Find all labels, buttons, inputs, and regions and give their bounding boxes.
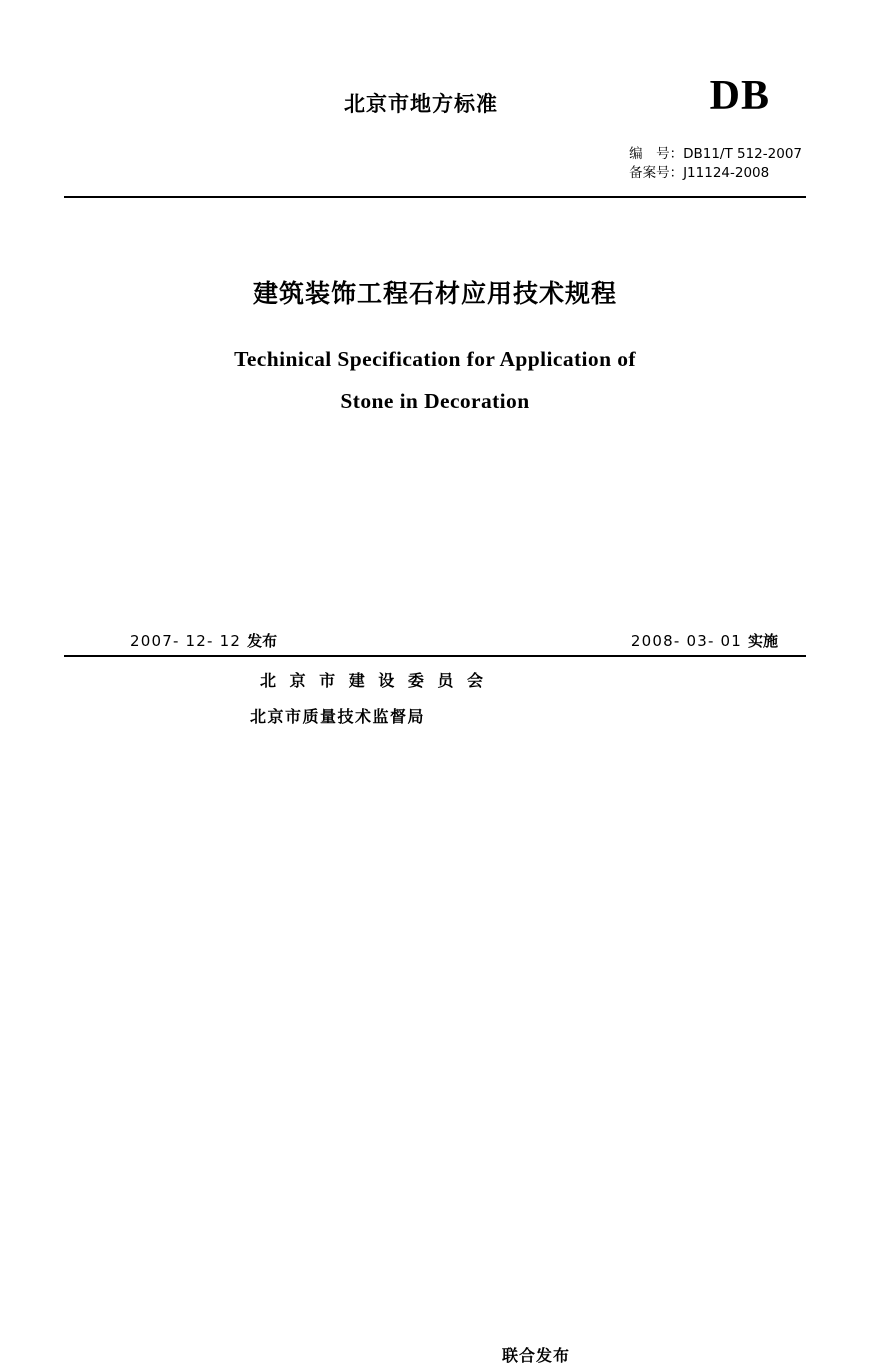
standard-number-label: 编 号： bbox=[629, 146, 684, 162]
issue-date-label: 发布 bbox=[247, 632, 278, 650]
record-number-label: 备案号： bbox=[629, 165, 684, 181]
document-header bbox=[64, 72, 806, 132]
publisher-line-1: 北 京 市 建 设 委 员 会 bbox=[260, 671, 487, 690]
issue-date-block bbox=[130, 630, 277, 651]
standard-number-line bbox=[629, 145, 802, 164]
record-number-value: J11124-2008 bbox=[683, 165, 770, 181]
effective-date-value: 2008- 03- 01 bbox=[630, 632, 748, 650]
document-title-english-line1: Techinical Specification for Application of bbox=[234, 347, 636, 371]
footer-divider bbox=[64, 655, 806, 657]
effective-date-label: 实施 bbox=[747, 632, 778, 650]
issue-date-value: 2007- 12- 12 bbox=[130, 632, 248, 650]
db-mark-label: DB bbox=[709, 73, 770, 119]
record-number-line bbox=[629, 164, 802, 183]
standard-code-block bbox=[629, 145, 802, 183]
document-title-chinese: 建筑装饰工程石材应用技术规程 bbox=[252, 279, 617, 308]
publisher-line-2: 北京市质量技术监督局 bbox=[250, 707, 426, 726]
effective-date-block bbox=[631, 630, 778, 651]
standard-type-label: 北京市地方标准 bbox=[344, 92, 498, 116]
joint-publish-label: 联合发布 bbox=[502, 1346, 571, 1365]
standard-number-value: DB11/T 512-2007 bbox=[683, 146, 802, 162]
document-title-english bbox=[0, 338, 870, 422]
publisher-block bbox=[250, 663, 630, 1365]
header-divider bbox=[64, 196, 806, 198]
document-title-english-line2: Stone in Decoration bbox=[340, 389, 530, 413]
